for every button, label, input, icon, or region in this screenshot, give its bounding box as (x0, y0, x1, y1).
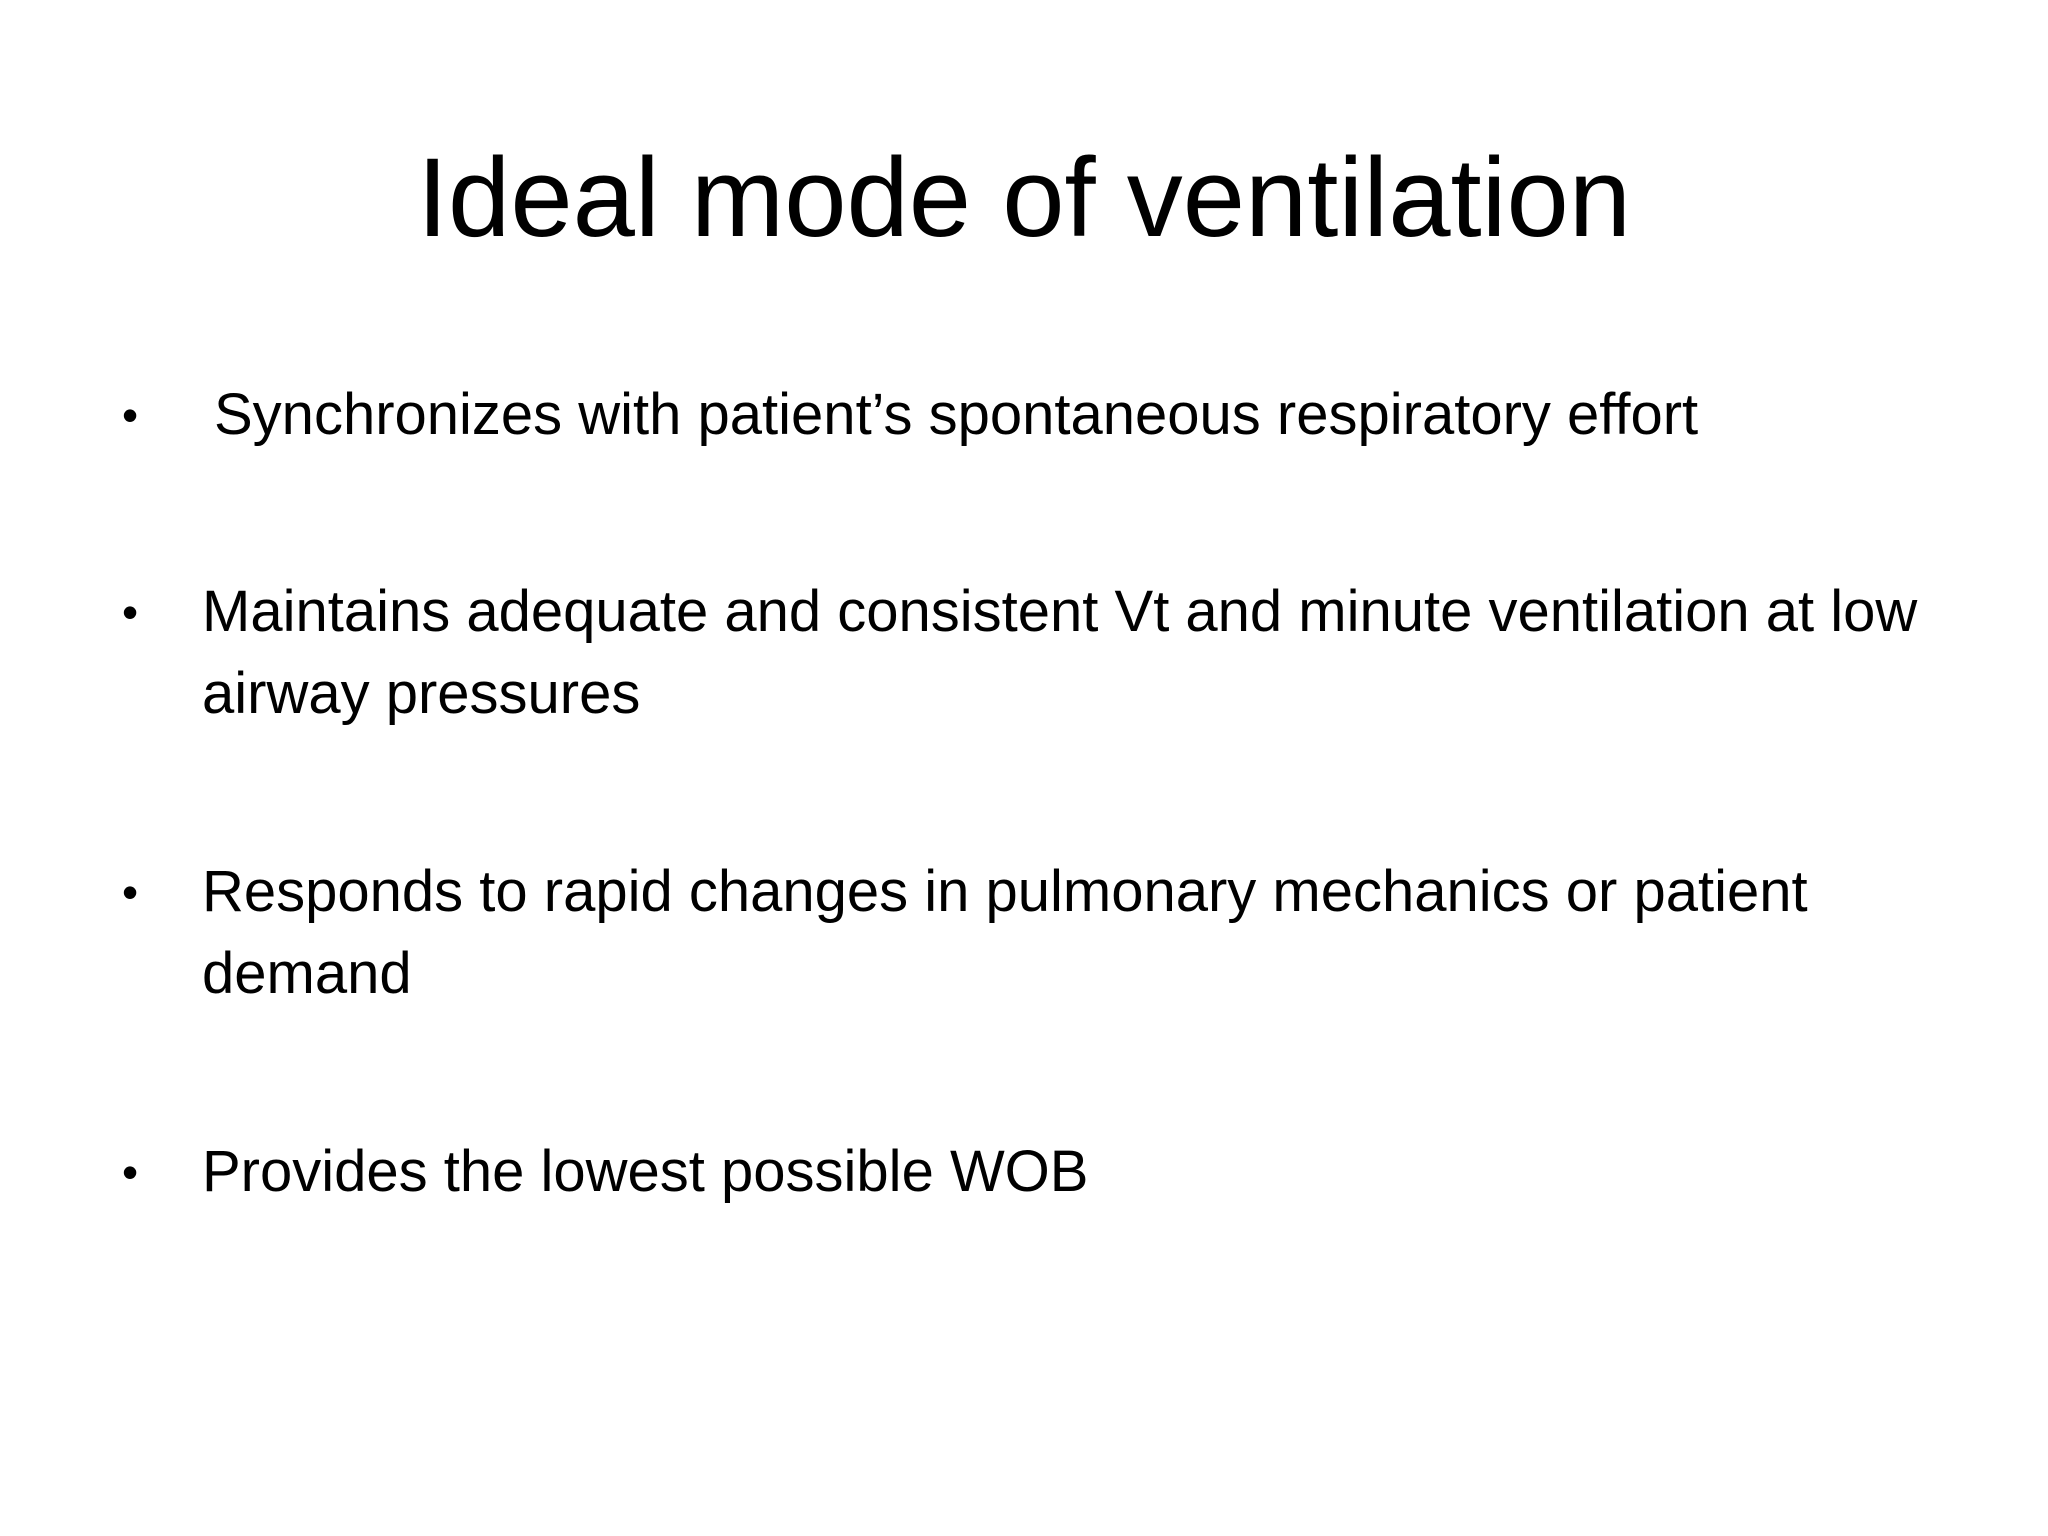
bullet-text: Provides the lowest possible WOB (202, 1139, 1089, 1204)
bullet-icon: • (122, 866, 139, 918)
slide-title: Ideal mode of ventilation (416, 135, 1632, 260)
bullet-icon: • (122, 1146, 139, 1198)
bullet-text: Responds to rapid changes in pulmonary mechanics or patient demand (202, 859, 1808, 1006)
bullet-text: Synchronizes with patient’s spontaneous respiratory effort (214, 382, 1699, 447)
bullet-icon: • (122, 389, 139, 441)
bullet-icon: • (122, 586, 139, 638)
bullet-text: Maintains adequate and consistent Vt and minute ventilation at low airway pressures (202, 579, 1918, 726)
